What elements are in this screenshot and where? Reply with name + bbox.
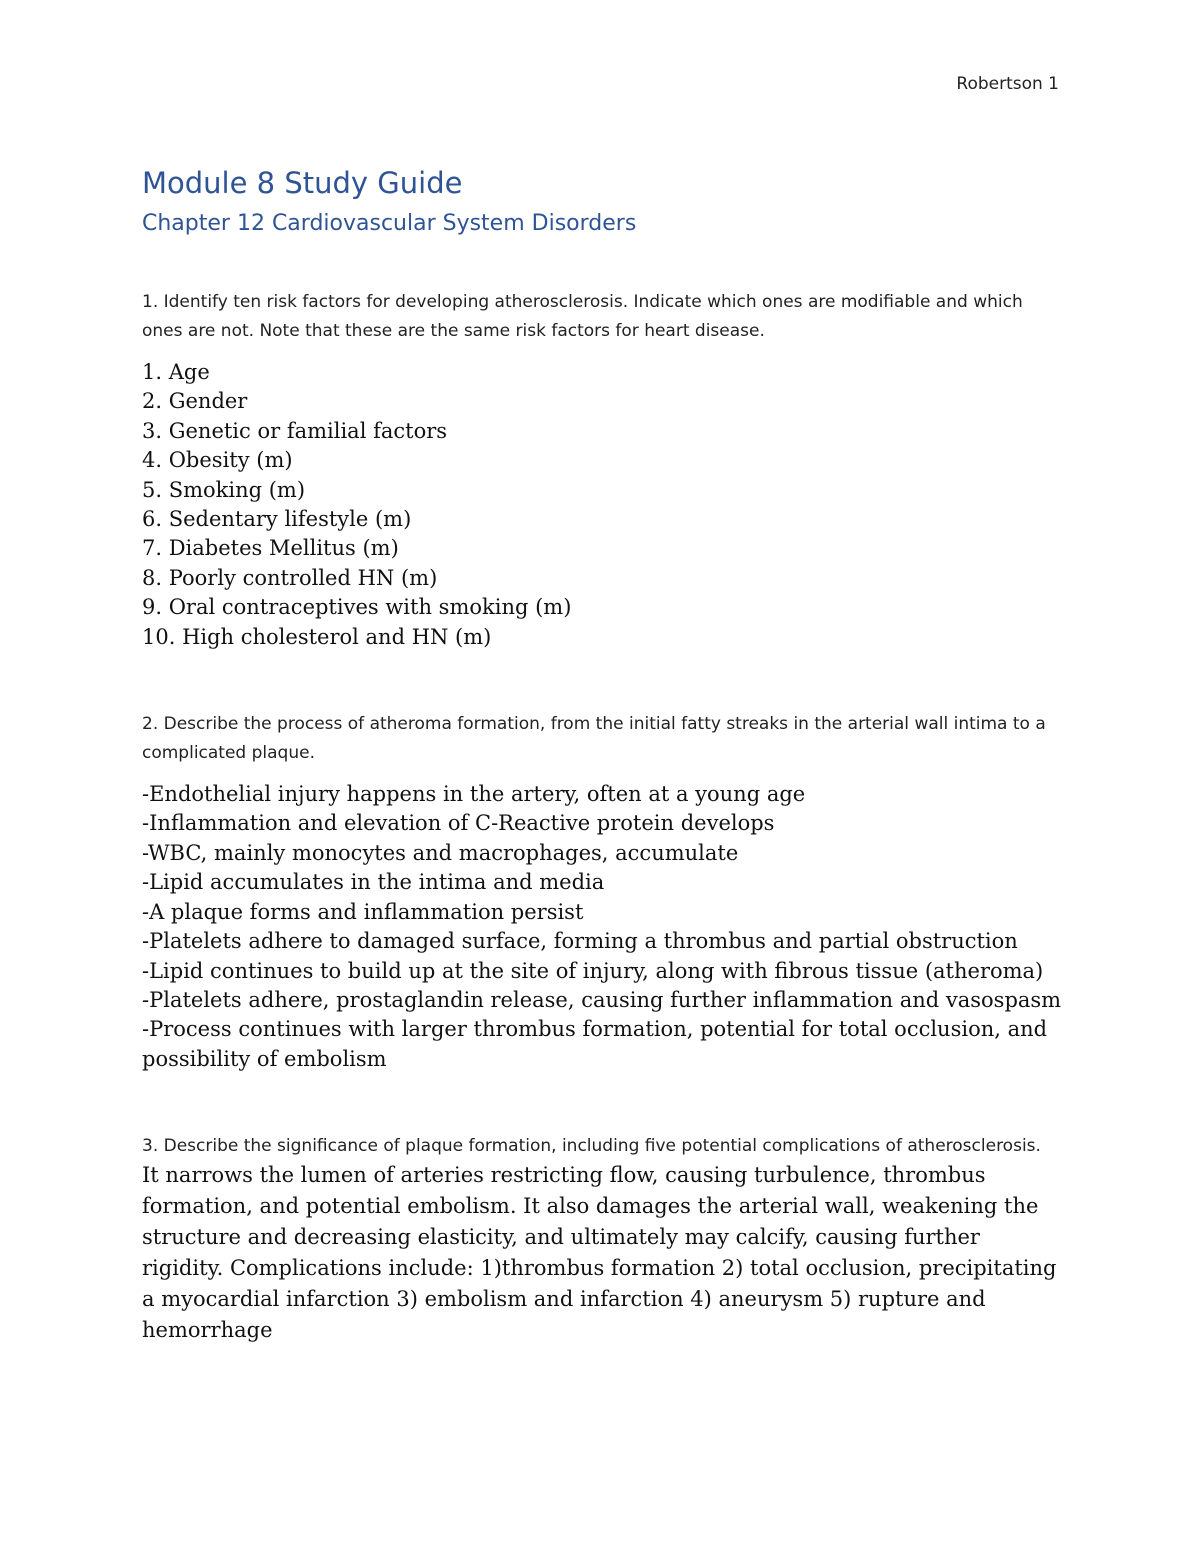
question-2-answer-list xyxy=(142,780,1062,1074)
document-subtitle: Chapter 12 Cardiovascular System Disorders xyxy=(142,211,637,236)
question-3-prompt: 3. Describe the significance of plaque formation, including five potential complications of atherosclerosis. xyxy=(142,1136,1041,1157)
list-item: -Endothelial injury happens in the artery, often at a young age xyxy=(142,782,806,807)
list-item: 2. Gender xyxy=(142,389,248,414)
list-item: 1. Age xyxy=(142,360,210,384)
document-title: Module 8 Study Guide xyxy=(142,166,463,200)
list-item: 5. Smoking (m) xyxy=(142,477,306,502)
list-item: -Platelets adhere to damaged surface, forming a thrombus and partial obstruction xyxy=(142,929,1018,954)
list-item: 3. Genetic or familial factors xyxy=(142,418,448,443)
list-item: 4. Obesity (m) xyxy=(142,448,293,473)
list-item: 6. Sedentary lifestyle (m) xyxy=(142,507,412,532)
list-item: 9. Oral contraceptives with smoking (m) xyxy=(142,595,572,620)
running-header: Robertson 1 xyxy=(956,74,1059,94)
question-1-prompt: 1. Identify ten risk factors for developing atherosclerosis. Indicate which ones are modifiable and which ones are not. Note that these are the same risk factors for heart disease. xyxy=(142,292,1023,341)
question-2-prompt: 2. Describe the process of atheroma formation, from the initial fatty streaks in the arterial wall intima to a complicated plaque. xyxy=(142,714,1046,764)
list-item: 10. High cholesterol and HN (m) xyxy=(142,624,492,649)
question-1-answer-list xyxy=(142,358,1062,652)
question-3-paragraph xyxy=(142,1132,1062,1347)
list-item: 8. Poorly controlled HN (m) xyxy=(142,565,438,590)
list-item: -WBC, mainly monocytes and macrophages, accumulate xyxy=(142,840,739,865)
list-item: -Lipid continues to build up at the site of injury, along with fibrous tissue (atheroma) xyxy=(142,958,1044,983)
list-item: 7. Diabetes Mellitus (m) xyxy=(142,536,399,561)
question-3-answer: It narrows the lumen of arteries restricting flow, causing turbulence, thrombus formation, and potential embolism. It also damages the arterial wall, weakening the structure and decreasing elasticity, and ultimately may calcify, causing further rigidity. Complications include: 1)thrombus formation 2) total occlusion, precipitating a myocardial infarction 3) embolism and infarction 4) aneurysm 5) rupture and hemorrhage xyxy=(142,1163,1057,1343)
list-item: -Process continues with larger thrombus formation, potential for total occlusion, and possibility of embolism xyxy=(142,1017,1048,1071)
list-item: -A plaque forms and inflammation persist xyxy=(142,899,584,924)
document-body xyxy=(142,160,1062,1347)
list-item: -Inflammation and elevation of C-Reactive protein develops xyxy=(142,811,775,836)
list-item: -Lipid accumulates in the intima and media xyxy=(142,870,605,895)
list-item: -Platelets adhere, prostaglandin release, causing further inflammation and vasospasm xyxy=(142,987,1062,1012)
